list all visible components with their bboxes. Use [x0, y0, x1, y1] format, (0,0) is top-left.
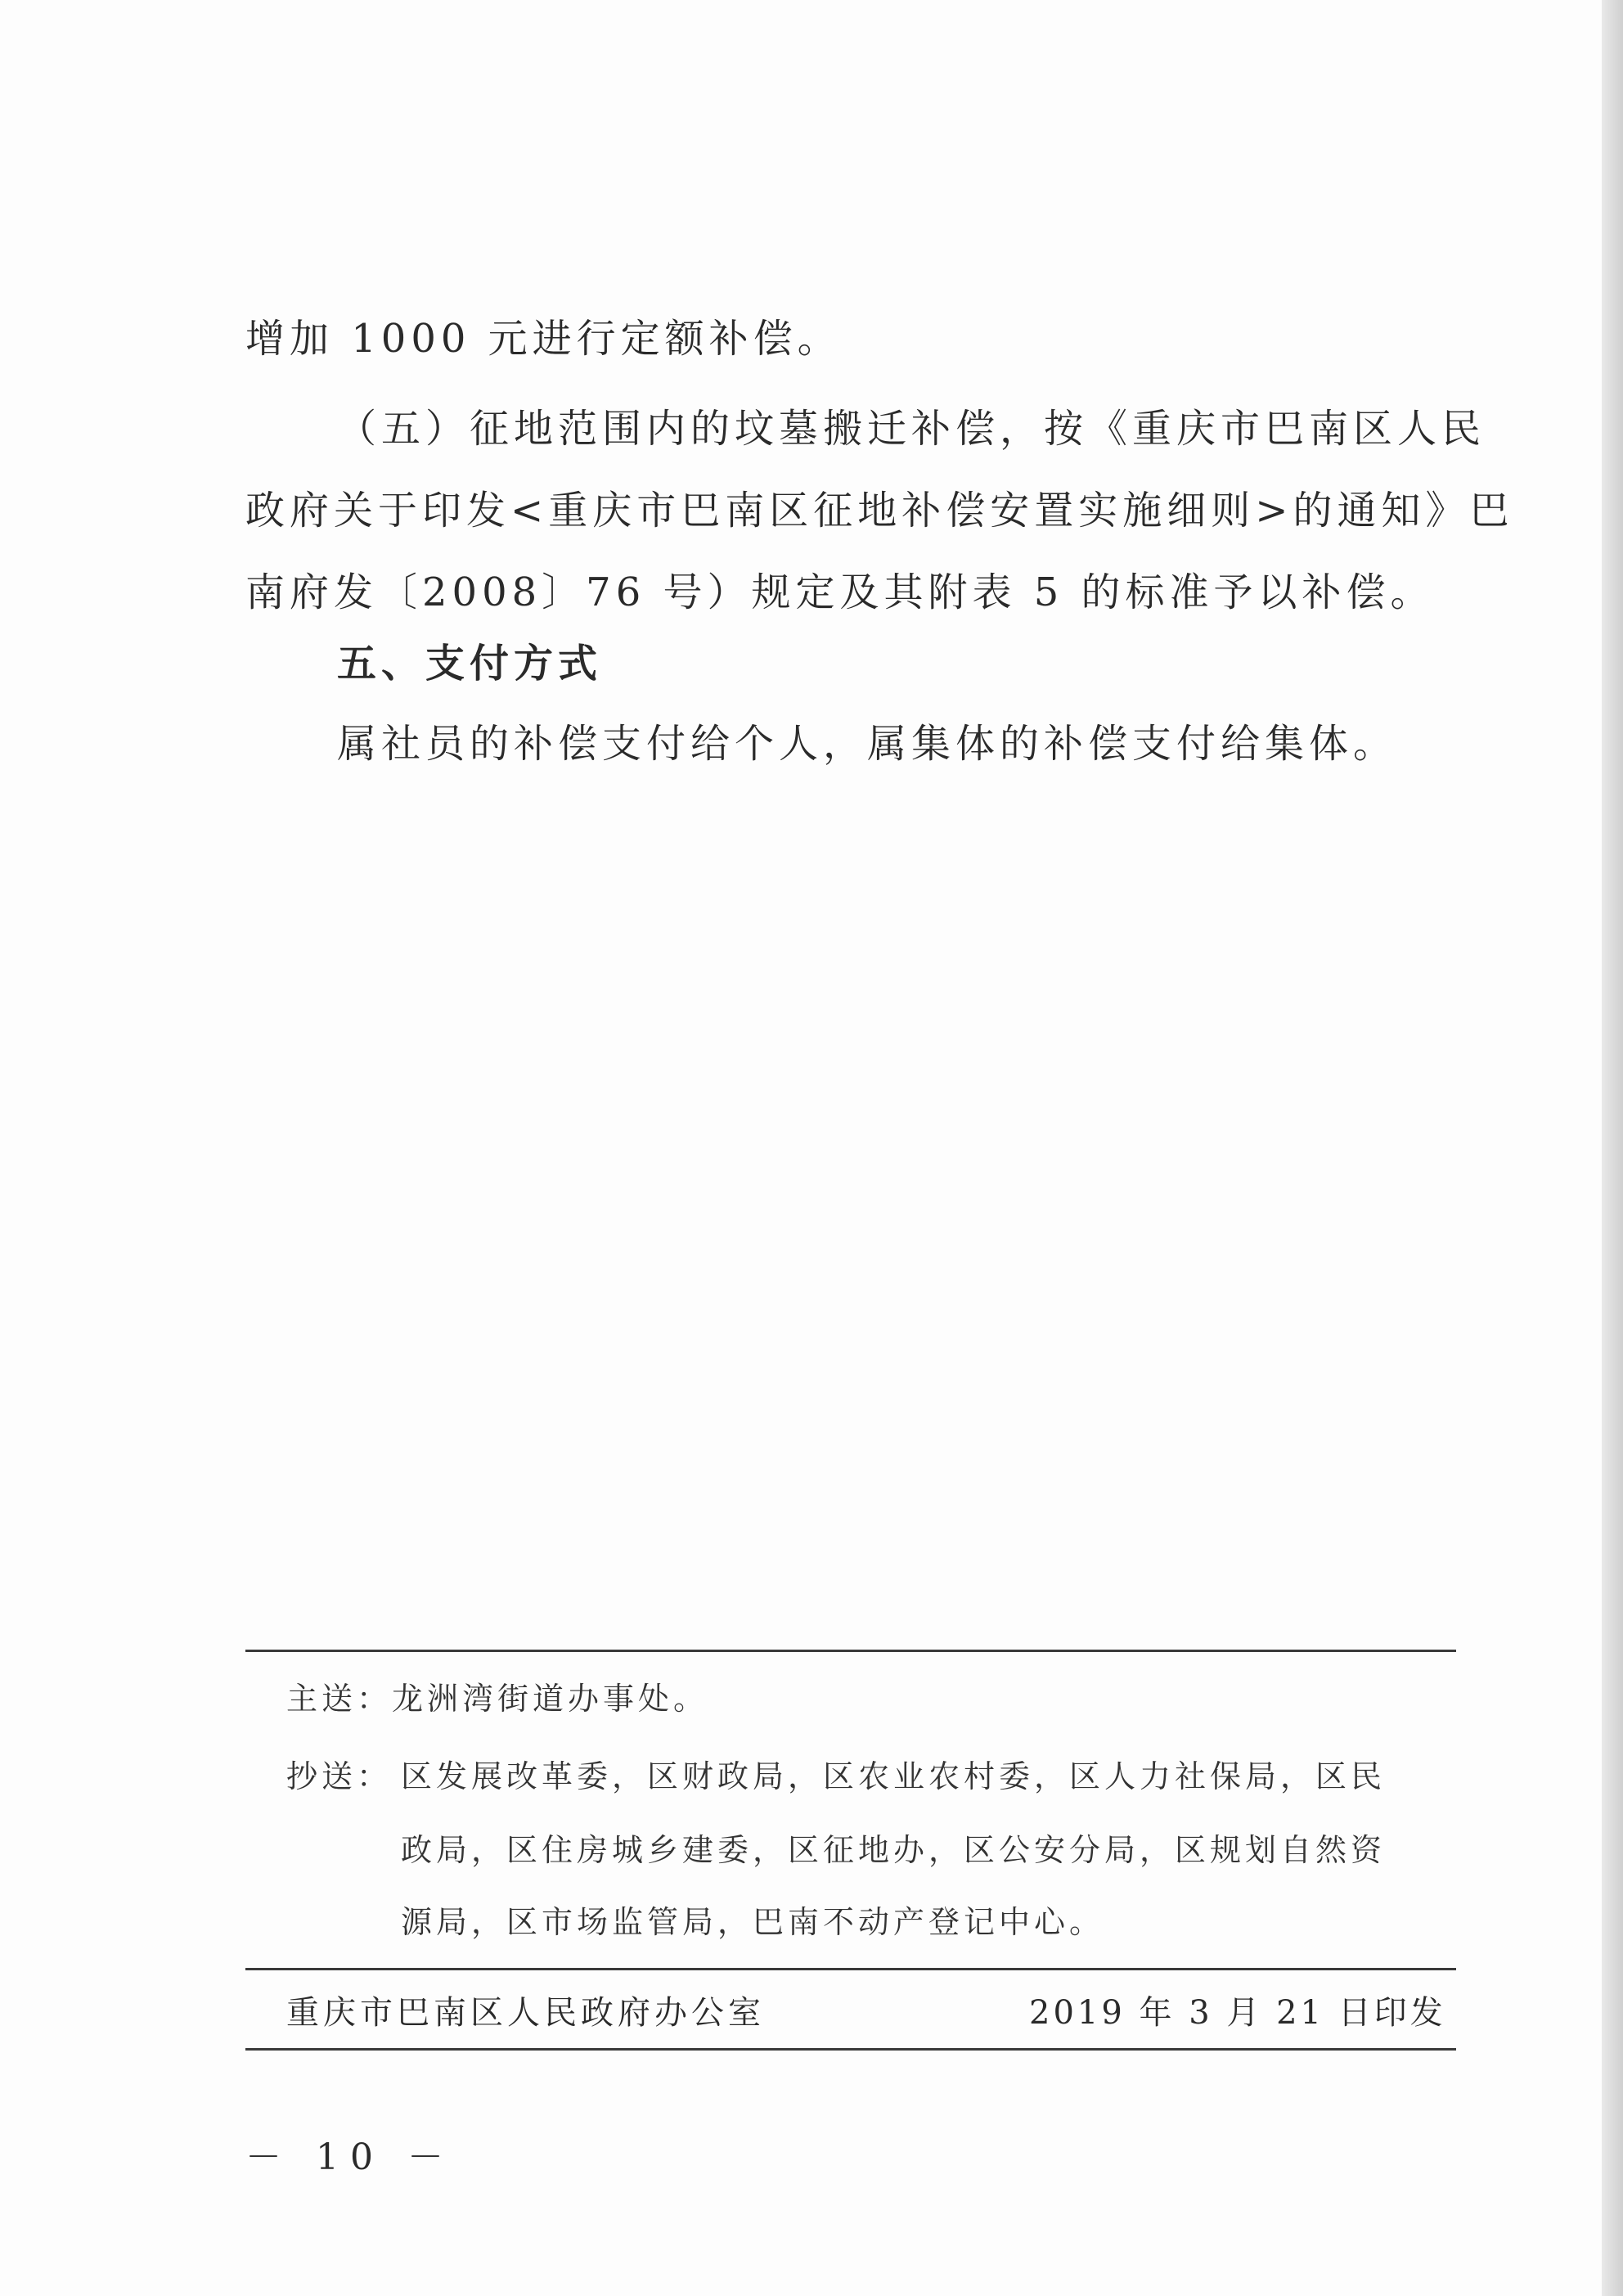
cc-label: 抄送： — [286, 1758, 393, 1794]
cc-line-2: 政局，区住房城乡建委，区征地办，区公安分局，区规划自然资 — [401, 1832, 1387, 1868]
main-recipient: 主送：龙洲湾街道办事处。 — [286, 1681, 709, 1717]
divider-middle — [245, 1968, 1456, 1970]
body-line-1: 增加 1000 元进行定额补偿。 — [245, 316, 842, 362]
cc-line-3: 源局，区市场监管局，巴南不动产登记中心。 — [401, 1904, 1105, 1940]
body-line-2: （五）征地范围内的坟墓搬迁补偿，按《重庆市巴南区人民 — [337, 406, 1486, 452]
section-heading: 五、支付方式 — [337, 641, 603, 687]
divider-bottom — [245, 2048, 1456, 2051]
divider-top — [245, 1650, 1456, 1652]
scan-edge — [1602, 0, 1623, 2296]
body-line-4: 南府发〔2008〕76 号）规定及其附表 5 的标准予以补偿。 — [245, 569, 1435, 615]
page-number: － 10 － — [245, 2136, 455, 2178]
issuing-office: 重庆市巴南区人民政府办公室 — [286, 1994, 765, 2032]
cc-line-1: 区发展改革委，区财政局，区农业农村委，区人力社保局，区民 — [401, 1758, 1387, 1794]
section-text: 属社员的补偿支付给个人，属集体的补偿支付给集体。 — [337, 721, 1398, 767]
body-line-3: 政府关于印发<重庆市巴南区征地补偿安置实施细则>的通知》巴 — [245, 488, 1514, 533]
issue-date: 2019 年 3 月 21 日印发 — [1029, 1994, 1446, 2032]
